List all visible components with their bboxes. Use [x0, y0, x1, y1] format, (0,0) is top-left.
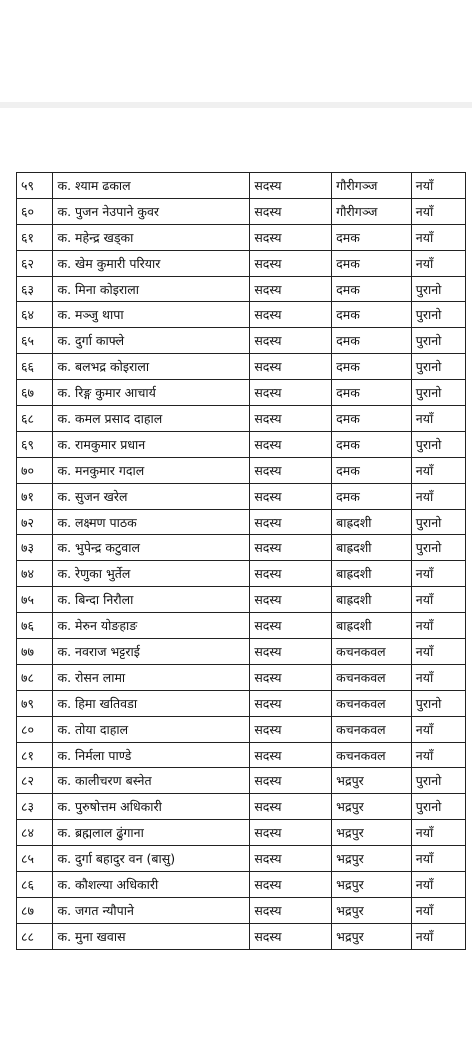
table-row: [17, 354, 466, 380]
table-row: [17, 639, 466, 665]
location-cell: दमक: [332, 380, 412, 406]
position-cell: सदस्य: [250, 613, 332, 639]
location-cell: बाह्रदशी: [332, 535, 412, 561]
top-blank-area: [0, 0, 472, 102]
table-row: [17, 406, 466, 432]
serial-number-cell: ५९: [17, 173, 53, 199]
status-cell: नयाँ: [411, 587, 465, 613]
location-cell: गौरीगञ्ज: [332, 173, 412, 199]
status-cell: नयाँ: [411, 716, 465, 742]
member-name-cell: क. ब्रह्मलाल ढुंगाना: [53, 820, 250, 846]
serial-number-cell: ६७: [17, 380, 53, 406]
serial-number-cell: ७४: [17, 561, 53, 587]
table-row: [17, 224, 466, 250]
table-row: [17, 897, 466, 923]
location-cell: भद्रपुर: [332, 794, 412, 820]
location-cell: दमक: [332, 457, 412, 483]
serial-number-cell: ७८: [17, 664, 53, 690]
member-name-cell: क. पुरुषोत्तम अधिकारी: [53, 794, 250, 820]
location-cell: कचनकवल: [332, 664, 412, 690]
status-cell: नयाँ: [411, 483, 465, 509]
table-row: [17, 613, 466, 639]
status-cell: पुरानो: [411, 354, 465, 380]
serial-number-cell: ६३: [17, 276, 53, 302]
status-cell: नयाँ: [411, 406, 465, 432]
serial-number-cell: ८५: [17, 846, 53, 872]
serial-number-cell: ६२: [17, 250, 53, 276]
status-cell: पुरानो: [411, 431, 465, 457]
position-cell: सदस्य: [250, 587, 332, 613]
position-cell: सदस्य: [250, 406, 332, 432]
member-list-table: [16, 172, 466, 950]
table-row: [17, 483, 466, 509]
table-row: [17, 846, 466, 872]
position-cell: सदस्य: [250, 509, 332, 535]
serial-number-cell: ८४: [17, 820, 53, 846]
position-cell: सदस्य: [250, 794, 332, 820]
location-cell: बाह्रदशी: [332, 613, 412, 639]
status-cell: पुरानो: [411, 794, 465, 820]
serial-number-cell: ७६: [17, 613, 53, 639]
location-cell: भद्रपुर: [332, 872, 412, 898]
position-cell: सदस्य: [250, 276, 332, 302]
member-name-cell: क. मुना खवास: [53, 923, 250, 949]
location-cell: भद्रपुर: [332, 897, 412, 923]
location-cell: दमक: [332, 431, 412, 457]
table-row: [17, 431, 466, 457]
status-cell: नयाँ: [411, 173, 465, 199]
member-name-cell: क. श्याम ढकाल: [53, 173, 250, 199]
serial-number-cell: ८०: [17, 716, 53, 742]
position-cell: सदस्य: [250, 923, 332, 949]
table-row: [17, 535, 466, 561]
member-name-cell: क. रिङ्ग कुमार आचार्य: [53, 380, 250, 406]
member-name-cell: क. रेणुका भुर्तेल: [53, 561, 250, 587]
position-cell: सदस्य: [250, 198, 332, 224]
member-name-cell: क. रोसन लामा: [53, 664, 250, 690]
table-row: [17, 276, 466, 302]
serial-number-cell: ६८: [17, 406, 53, 432]
table-row: [17, 923, 466, 949]
location-cell: बाह्रदशी: [332, 509, 412, 535]
status-cell: नयाँ: [411, 923, 465, 949]
position-cell: सदस्य: [250, 690, 332, 716]
status-cell: पुरानो: [411, 328, 465, 354]
position-cell: सदस्य: [250, 224, 332, 250]
member-name-cell: क. कालीचरण बस्नेत: [53, 768, 250, 794]
serial-number-cell: ६०: [17, 198, 53, 224]
table-row: [17, 820, 466, 846]
location-cell: कचनकवल: [332, 716, 412, 742]
serial-number-cell: ६९: [17, 431, 53, 457]
location-cell: भद्रपुर: [332, 846, 412, 872]
status-cell: नयाँ: [411, 639, 465, 665]
location-cell: कचनकवल: [332, 639, 412, 665]
status-cell: नयाँ: [411, 897, 465, 923]
table-row: [17, 173, 466, 199]
status-cell: नयाँ: [411, 846, 465, 872]
serial-number-cell: ६४: [17, 302, 53, 328]
table-row: [17, 561, 466, 587]
member-name-cell: क. कमल प्रसाद दाहाल: [53, 406, 250, 432]
status-cell: नयाँ: [411, 872, 465, 898]
position-cell: सदस्य: [250, 328, 332, 354]
location-cell: दमक: [332, 406, 412, 432]
table-row: [17, 742, 466, 768]
serial-number-cell: ८२: [17, 768, 53, 794]
position-cell: सदस्य: [250, 664, 332, 690]
position-cell: सदस्य: [250, 173, 332, 199]
location-cell: दमक: [332, 354, 412, 380]
location-cell: गौरीगञ्ज: [332, 198, 412, 224]
member-name-cell: क. रामकुमार प्रधान: [53, 431, 250, 457]
location-cell: कचनकवल: [332, 690, 412, 716]
location-cell: दमक: [332, 276, 412, 302]
position-cell: सदस्य: [250, 639, 332, 665]
member-name-cell: क. दुर्गा काफ्ले: [53, 328, 250, 354]
member-name-cell: क. बलभद्र कोइराला: [53, 354, 250, 380]
serial-number-cell: ६६: [17, 354, 53, 380]
table-row: [17, 250, 466, 276]
status-cell: नयाँ: [411, 561, 465, 587]
status-cell: पुरानो: [411, 509, 465, 535]
table-row: [17, 380, 466, 406]
member-name-cell: क. तोया दाहाल: [53, 716, 250, 742]
status-cell: नयाँ: [411, 742, 465, 768]
position-cell: सदस्य: [250, 872, 332, 898]
serial-number-cell: ८७: [17, 897, 53, 923]
position-cell: सदस्य: [250, 431, 332, 457]
status-cell: नयाँ: [411, 613, 465, 639]
location-cell: बाह्रदशी: [332, 561, 412, 587]
member-name-cell: क. हिमा खतिवडा: [53, 690, 250, 716]
serial-number-cell: ७५: [17, 587, 53, 613]
member-name-cell: क. मनकुमार गदाल: [53, 457, 250, 483]
location-cell: दमक: [332, 328, 412, 354]
serial-number-cell: ७०: [17, 457, 53, 483]
member-list-body: [17, 173, 466, 950]
serial-number-cell: ८३: [17, 794, 53, 820]
location-cell: भद्रपुर: [332, 820, 412, 846]
table-row: [17, 872, 466, 898]
position-cell: सदस्य: [250, 820, 332, 846]
status-cell: पुरानो: [411, 276, 465, 302]
table-row: [17, 716, 466, 742]
location-cell: दमक: [332, 302, 412, 328]
serial-number-cell: ८१: [17, 742, 53, 768]
status-cell: नयाँ: [411, 250, 465, 276]
serial-number-cell: ७७: [17, 639, 53, 665]
serial-number-cell: ७१: [17, 483, 53, 509]
position-cell: सदस्य: [250, 561, 332, 587]
member-name-cell: क. मञ्जु थापा: [53, 302, 250, 328]
position-cell: सदस्य: [250, 535, 332, 561]
position-cell: सदस्य: [250, 302, 332, 328]
position-cell: सदस्य: [250, 768, 332, 794]
member-name-cell: क. लक्ष्मण पाठक: [53, 509, 250, 535]
serial-number-cell: ८८: [17, 923, 53, 949]
serial-number-cell: ८६: [17, 872, 53, 898]
location-cell: दमक: [332, 483, 412, 509]
table-row: [17, 794, 466, 820]
serial-number-cell: ६५: [17, 328, 53, 354]
table-row: [17, 198, 466, 224]
position-cell: सदस्य: [250, 846, 332, 872]
serial-number-cell: ७३: [17, 535, 53, 561]
status-cell: पुरानो: [411, 302, 465, 328]
table-row: [17, 587, 466, 613]
page-divider: [0, 102, 472, 108]
status-cell: पुरानो: [411, 380, 465, 406]
member-name-cell: क. कौशल्या अधिकारी: [53, 872, 250, 898]
member-name-cell: क. सुजन खरेल: [53, 483, 250, 509]
member-name-cell: क. महेन्द्र खड्का: [53, 224, 250, 250]
status-cell: नयाँ: [411, 457, 465, 483]
member-name-cell: क. पुजन नेउपाने कुवर: [53, 198, 250, 224]
table-row: [17, 328, 466, 354]
status-cell: नयाँ: [411, 198, 465, 224]
status-cell: पुरानो: [411, 690, 465, 716]
member-name-cell: क. दुर्गा बहादुर वन (बासु): [53, 846, 250, 872]
serial-number-cell: ६१: [17, 224, 53, 250]
serial-number-cell: ७९: [17, 690, 53, 716]
member-name-cell: क. खेम कुमारी परियार: [53, 250, 250, 276]
position-cell: सदस्य: [250, 716, 332, 742]
member-name-cell: क. मिना कोइराला: [53, 276, 250, 302]
serial-number-cell: ७२: [17, 509, 53, 535]
position-cell: सदस्य: [250, 250, 332, 276]
member-name-cell: क. मेरुन योङहाङ: [53, 613, 250, 639]
position-cell: सदस्य: [250, 483, 332, 509]
position-cell: सदस्य: [250, 742, 332, 768]
position-cell: सदस्य: [250, 897, 332, 923]
position-cell: सदस्य: [250, 457, 332, 483]
status-cell: नयाँ: [411, 820, 465, 846]
location-cell: कचनकवल: [332, 742, 412, 768]
table-row: [17, 457, 466, 483]
status-cell: पुरानो: [411, 535, 465, 561]
member-name-cell: क. बिन्दा निरौला: [53, 587, 250, 613]
table-row: [17, 302, 466, 328]
location-cell: दमक: [332, 224, 412, 250]
location-cell: भद्रपुर: [332, 768, 412, 794]
table-row: [17, 690, 466, 716]
member-name-cell: क. निर्मला पाण्डे: [53, 742, 250, 768]
location-cell: भद्रपुर: [332, 923, 412, 949]
member-name-cell: क. जगत न्यौपाने: [53, 897, 250, 923]
location-cell: बाह्रदशी: [332, 587, 412, 613]
table-row: [17, 664, 466, 690]
position-cell: सदस्य: [250, 354, 332, 380]
member-name-cell: क. नवराज भट्टराई: [53, 639, 250, 665]
status-cell: पुरानो: [411, 768, 465, 794]
table-row: [17, 768, 466, 794]
status-cell: नयाँ: [411, 224, 465, 250]
location-cell: दमक: [332, 250, 412, 276]
table-row: [17, 509, 466, 535]
position-cell: सदस्य: [250, 380, 332, 406]
status-cell: नयाँ: [411, 664, 465, 690]
member-name-cell: क. भुपेन्द्र कटुवाल: [53, 535, 250, 561]
